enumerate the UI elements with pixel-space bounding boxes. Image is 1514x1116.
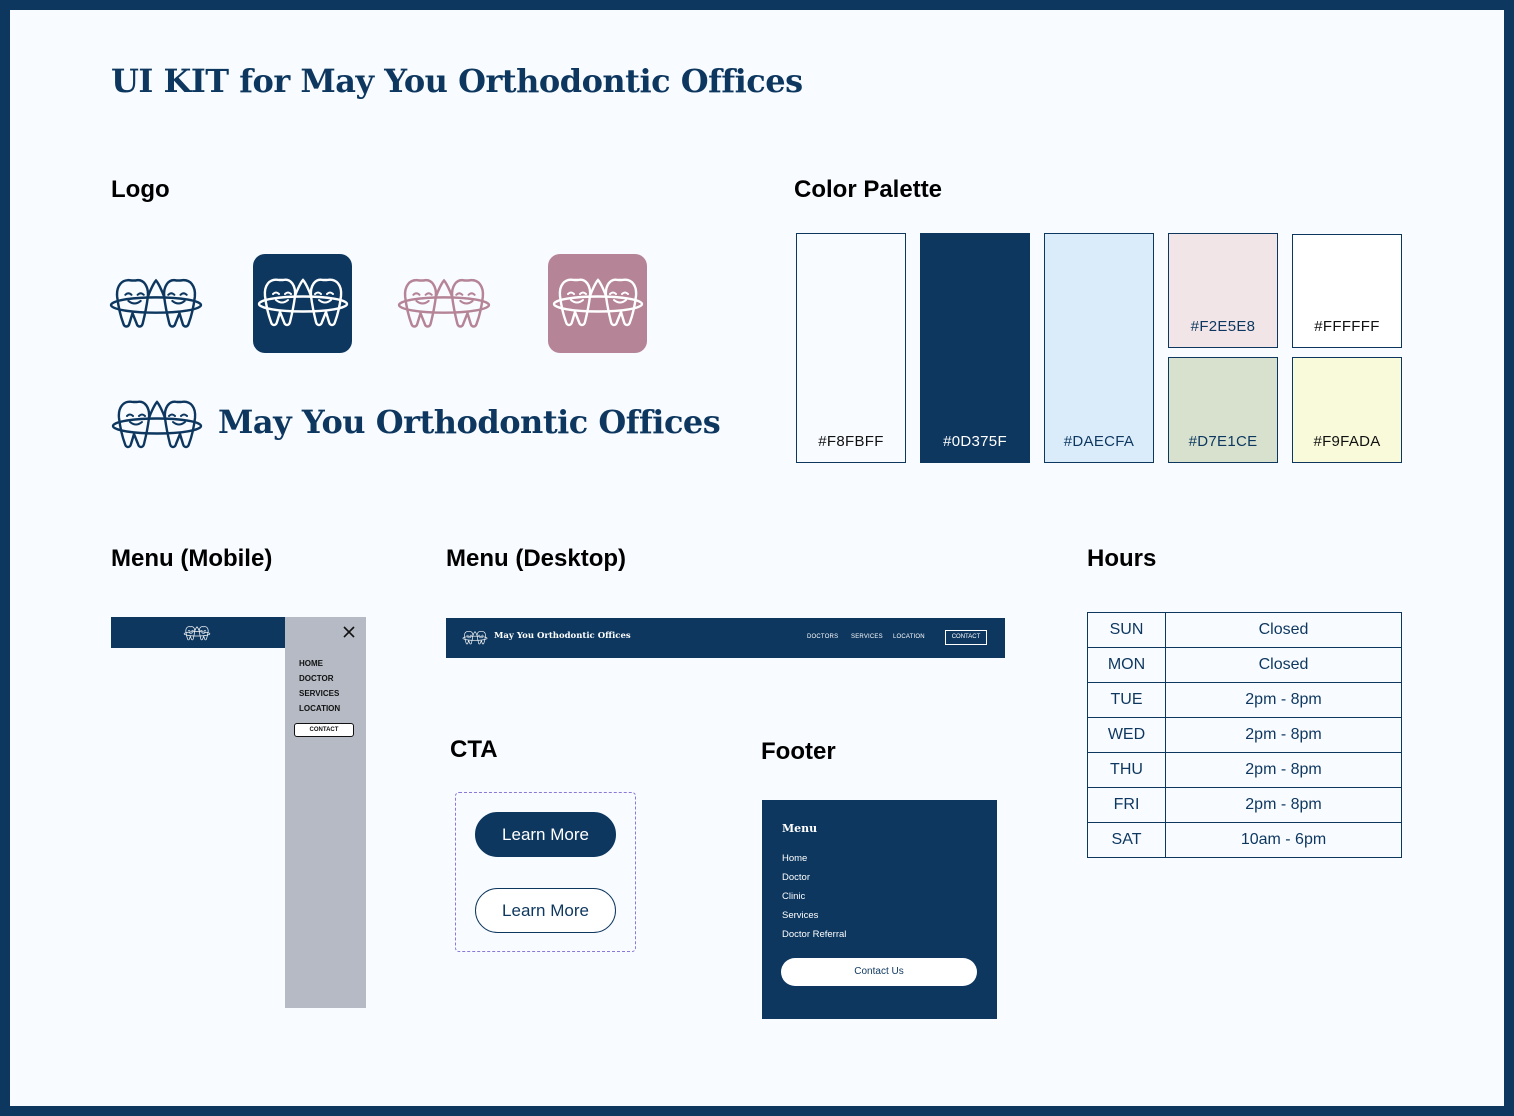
desktop-nav-doctors[interactable]: DOCTORS xyxy=(807,634,839,640)
cta-component-frame xyxy=(455,792,636,952)
hours-time: 2pm - 8pm xyxy=(1166,788,1402,823)
mobile-header-bar xyxy=(111,617,285,648)
desktop-brand-name[interactable]: May You Orthodontic Offices xyxy=(494,631,631,641)
table-row xyxy=(1088,613,1402,648)
swatch-f2e5e8 xyxy=(1168,233,1278,348)
hours-day: FRI xyxy=(1088,788,1166,823)
footer-link-doctor[interactable]: Doctor xyxy=(782,872,810,883)
swatch-label: #0D375F xyxy=(943,433,1007,450)
footer-link-services[interactable]: Services xyxy=(782,910,819,921)
logo-teeth-outline-rose-icon xyxy=(397,274,491,334)
desktop-nav-location[interactable]: LOCATION xyxy=(893,634,925,640)
ui-kit-canvas xyxy=(10,10,1504,1106)
hours-time: Closed xyxy=(1166,648,1402,683)
swatch-f8fbff xyxy=(796,233,906,463)
swatch-0d375f xyxy=(920,233,1030,463)
logo-tile-rose xyxy=(548,254,647,353)
mobile-menu-item-location[interactable]: LOCATION xyxy=(299,704,341,713)
table-row xyxy=(1088,823,1402,858)
mobile-menu-item-home[interactable]: HOME xyxy=(299,659,323,668)
hours-time: 2pm - 8pm xyxy=(1166,718,1402,753)
hours-day: WED xyxy=(1088,718,1166,753)
wordmark-teeth-icon xyxy=(111,396,203,454)
desktop-logo-icon[interactable] xyxy=(462,630,488,646)
page-title: UI KIT for May You Orthodontic Offices xyxy=(111,62,803,100)
hours-day: SUN xyxy=(1088,613,1166,648)
hours-time: 2pm - 8pm xyxy=(1166,753,1402,788)
logo-teeth-white-icon xyxy=(257,274,349,332)
swatch-ffffff xyxy=(1292,234,1402,348)
logo-section-title: Logo xyxy=(111,176,170,203)
footer-section-title: Footer xyxy=(761,738,836,765)
mobile-menu-item-services[interactable]: SERVICES xyxy=(299,689,340,698)
footer-link-home[interactable]: Home xyxy=(782,853,808,864)
logo-tile-navy xyxy=(253,254,352,353)
footer-menu-title: Menu xyxy=(782,822,818,835)
cta-section-title: CTA xyxy=(450,736,498,763)
mobile-menu-drawer xyxy=(285,617,366,1008)
swatch-label: #F9FADA xyxy=(1313,433,1381,450)
table-row xyxy=(1088,753,1402,788)
footer-link-doctor-referral[interactable]: Doctor Referral xyxy=(782,929,847,940)
logo-teeth-outline-navy-icon xyxy=(109,274,203,334)
hours-day: MON xyxy=(1088,648,1166,683)
logo-wordmark: May You Orthodontic Offices xyxy=(218,403,721,441)
menu-mobile-section-title: Menu (Mobile) xyxy=(111,545,273,572)
swatch-label: #F8FBFF xyxy=(818,433,884,450)
learn-more-button-filled[interactable]: Learn More xyxy=(475,812,616,857)
desktop-nav-bar xyxy=(446,618,1005,658)
table-row xyxy=(1088,683,1402,718)
palette-section-title: Color Palette xyxy=(794,176,943,203)
hours-day: TUE xyxy=(1088,683,1166,718)
swatch-d7e1ce xyxy=(1168,357,1278,463)
mobile-menu-item-doctor[interactable]: DOCTOR xyxy=(299,674,334,683)
footer-link-clinic[interactable]: Clinic xyxy=(782,891,806,902)
hours-section-title: Hours xyxy=(1087,545,1157,572)
logo-teeth-white-on-rose-icon xyxy=(552,274,644,332)
mobile-contact-button[interactable]: CONTACT xyxy=(294,723,354,737)
swatch-label: #F2E5E8 xyxy=(1190,318,1256,335)
hours-time: 10am - 6pm xyxy=(1166,823,1402,858)
swatch-label: #FFFFFF xyxy=(1314,318,1380,335)
table-row xyxy=(1088,788,1402,823)
learn-more-button-outline[interactable]: Learn More xyxy=(475,888,616,933)
footer-contact-us-button[interactable]: Contact Us xyxy=(781,958,977,986)
footer-panel xyxy=(762,800,997,1019)
swatch-label: #DAECFA xyxy=(1063,433,1135,450)
mobile-logo-icon[interactable] xyxy=(183,625,211,642)
menu-desktop-section-title: Menu (Desktop) xyxy=(446,545,626,572)
swatch-daecfa xyxy=(1044,233,1154,463)
desktop-contact-button[interactable]: CONTACT xyxy=(945,630,987,645)
table-row xyxy=(1088,718,1402,753)
hours-day: SAT xyxy=(1088,823,1166,858)
hours-time: Closed xyxy=(1166,613,1402,648)
hours-table xyxy=(1087,612,1402,858)
table-row xyxy=(1088,648,1402,683)
close-icon[interactable] xyxy=(342,625,356,639)
desktop-nav-services[interactable]: SERVICES xyxy=(851,634,883,640)
swatch-f9fada xyxy=(1292,357,1402,463)
swatch-label: #D7E1CE xyxy=(1188,433,1258,450)
hours-day: THU xyxy=(1088,753,1166,788)
hours-time: 2pm - 8pm xyxy=(1166,683,1402,718)
